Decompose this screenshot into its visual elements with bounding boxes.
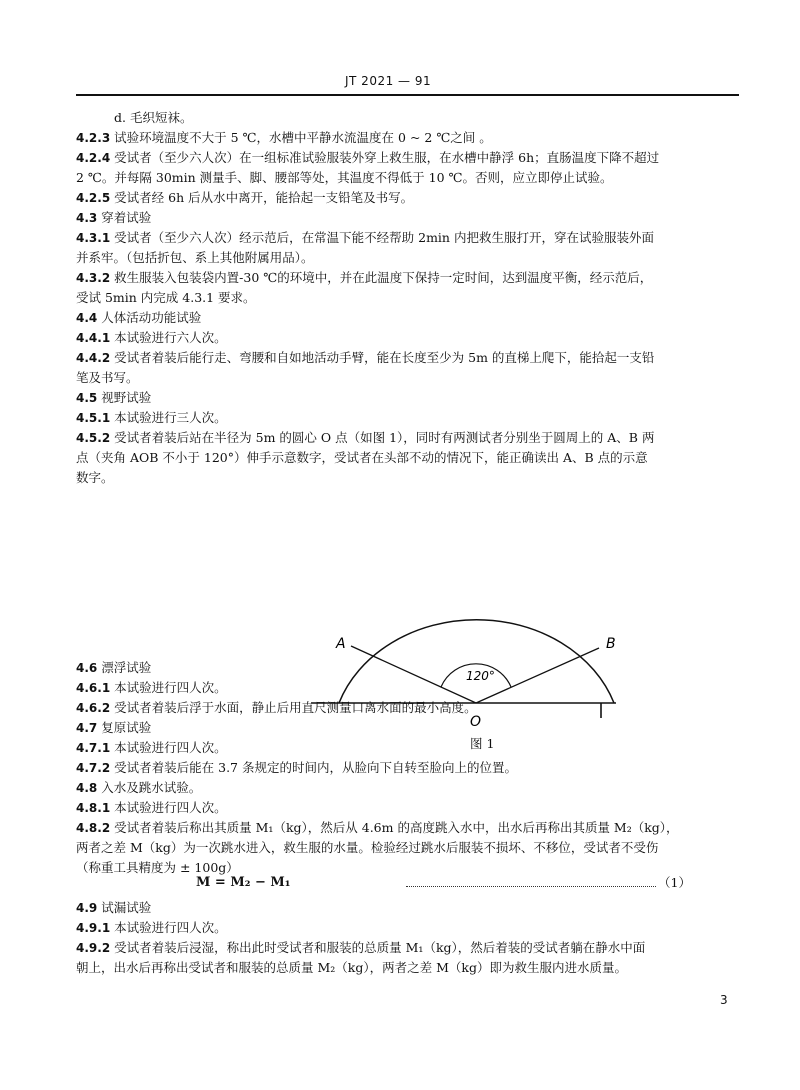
line-text: 漂浮试验: [101, 660, 152, 675]
line-text: 穿着试验: [101, 210, 152, 225]
line-text: 受试者着装后能在 3.7 条规定的时间内，从脸向下自转至脸向上的位置。: [114, 760, 517, 775]
label-o: O: [470, 714, 482, 730]
line-text: （称重工具精度为 ± 100g）: [76, 860, 239, 875]
line-text: 两者之差 M（kg）为一次跳水进入，救生服的水量。检验经过跳水后服装不损坏、不移位，受试者不受伤: [76, 840, 659, 855]
line-text: 本试验进行四人次。: [114, 680, 227, 695]
section-number: 4.9.1: [76, 921, 111, 935]
line-text: 试验环境温度不大于 5 ℃，水槽中平静水流温度在 0 ~ 2 ℃之间 。: [114, 130, 492, 145]
formula-number: （1）: [658, 875, 691, 890]
section-number: 4.5.1: [76, 411, 111, 425]
section-number: 4.3: [76, 211, 98, 225]
line-text: 朝上，出水后再称出受试者和服装的总质量 M₂（kg），两者之差 M（kg）即为救生服内进水质量。: [76, 960, 627, 975]
text-line: [76, 308, 201, 328]
line-text: 受试者着装后站在半径为 5m 的圆心 O 点（如图 1），同时有两测试者分别坐于圆周上的 A、B 两: [114, 430, 655, 445]
text-line: [76, 388, 151, 408]
label-a: A: [336, 636, 346, 652]
text-line: [76, 288, 256, 308]
line-text: 救生服装入包装袋内置-30 ℃的环境中，并在此温度下保持一定时间，达到温度平衡，经示范后，: [114, 270, 653, 285]
line-text: 复原试验: [101, 720, 152, 735]
line-text: 数字。: [76, 470, 114, 485]
section-number: 4.5: [76, 391, 98, 405]
line-text: 本试验进行四人次。: [114, 740, 227, 755]
line-text: 本试验进行六人次。: [114, 330, 227, 345]
section-number: 4.4.1: [76, 331, 111, 345]
text-line: [76, 798, 227, 818]
formula-expression: M = M₂ − M₁: [196, 875, 291, 890]
section-number: 4.6.1: [76, 681, 111, 695]
section-number: 4.3.2: [76, 271, 111, 285]
section-number: 4.8.2: [76, 821, 111, 835]
section-number: 4.7: [76, 721, 98, 735]
line-text: 并系牢。（包括折包、系上其他附属用品）。: [76, 250, 314, 265]
section-number: 4.6: [76, 661, 98, 675]
header-rule: [76, 94, 739, 96]
text-line: [76, 758, 517, 778]
ray-oa: [351, 646, 476, 703]
section-number: 4.2.4: [76, 151, 111, 165]
figure-1-diagram: [306, 576, 636, 736]
text-line: [76, 328, 227, 348]
text-line: [76, 778, 201, 798]
figure-caption: 图 1: [470, 736, 495, 751]
line-text: 受试者着装后浸湿，称出此时受试者和服装的总质量 M₁（kg），然后着装的受试者躺在静水中面: [114, 940, 646, 955]
angle-label: 120°: [466, 669, 495, 683]
line-text: 笔及书写。: [76, 370, 139, 385]
text-line: [76, 228, 654, 248]
formula-leader: [406, 886, 656, 887]
text-line: [76, 148, 659, 168]
text-line: [76, 818, 679, 838]
line-text: 受试者着装后浮于水面，静止后用直尺测量口离水面的最小高度。: [114, 700, 477, 715]
line-text: 受试者经 6h 后从水中离开，能拾起一支铅笔及书写。: [114, 190, 414, 205]
section-number: 4.7.2: [76, 761, 111, 775]
section-number: 4.4: [76, 311, 98, 325]
section-number: 4.8: [76, 781, 98, 795]
text-line: [76, 678, 227, 698]
line-text: 本试验进行四人次。: [114, 800, 227, 815]
line-text: 受试 5min 内完成 4.3.1 要求。: [76, 290, 256, 305]
line-text: 2 ℃。并每隔 30min 测量手、脚、腰部等处，其温度不得低于 10 ℃。否则，应立即停止试验。: [76, 170, 613, 185]
text-line: [76, 168, 613, 188]
text-line: [76, 958, 627, 978]
line-text: 受试者（至少六人次）经示范后，在常温下能不经帮助 2min 内把救生服打开，穿在试验服装外面: [114, 230, 654, 245]
section-number: 4.3.1: [76, 231, 111, 245]
line-text: 受试者着装后能行走、弯腰和自如地活动手臂，能在长度至少为 5m 的直梯上爬下，能拾起一支铅: [114, 350, 655, 365]
text-line: [76, 718, 151, 738]
text-line: [76, 408, 227, 428]
text-line: [76, 368, 139, 388]
text-line: [114, 108, 192, 128]
line-text: 受试者（至少六人次）在一组标准试验服装外穿上救生服，在水槽中静浮 6h；直肠温度下降不超过: [114, 150, 660, 165]
page-number: 3: [720, 993, 728, 1007]
line-text: d. 毛织短袜。: [114, 110, 193, 125]
section-number: 4.2.3: [76, 131, 111, 145]
text-line: [76, 448, 648, 468]
header-code: JT 2021 — 91: [345, 74, 432, 88]
text-line: [76, 248, 314, 268]
text-line: [76, 188, 413, 208]
line-text: 试漏试验: [101, 900, 152, 915]
text-line: [76, 208, 151, 228]
semicircle-arc: [339, 620, 614, 703]
section-number: 4.2.5: [76, 191, 111, 205]
text-line: [76, 428, 654, 448]
text-line: [76, 738, 227, 758]
text-line: [76, 348, 654, 368]
section-number: 4.9.2: [76, 941, 111, 955]
section-number: 4.6.2: [76, 701, 111, 715]
line-text: 视野试验: [101, 390, 152, 405]
text-line: [76, 658, 151, 678]
text-line: [76, 468, 114, 488]
section-number: 4.9: [76, 901, 98, 915]
section-number: 4.7.1: [76, 741, 111, 755]
section-number: 4.4.2: [76, 351, 111, 365]
text-line: [76, 268, 652, 288]
formula-row: [76, 873, 739, 893]
section-number: 4.8.1: [76, 801, 111, 815]
text-line: [76, 938, 645, 958]
text-line: [76, 128, 492, 148]
text-line: [76, 918, 227, 938]
section-number: 4.5.2: [76, 431, 111, 445]
line-text: 本试验进行四人次。: [114, 920, 227, 935]
line-text: 本试验进行三人次。: [114, 410, 227, 425]
line-text: 受试者着装后称出其质量 M₁（kg），然后从 4.6m 的高度跳入水中，出水后再称出其质量 M₂（kg），: [114, 820, 679, 835]
label-b: B: [606, 636, 616, 652]
line-text: 入水及跳水试验。: [101, 780, 202, 795]
text-line: [76, 898, 151, 918]
text-line: [76, 838, 658, 858]
line-text: 人体活动功能试验: [101, 310, 202, 325]
line-text: 点（夹角 AOB 不小于 120°）伸手示意数字，受试者在头部不动的情况下，能正确读出 A、B 点的示意: [76, 450, 648, 465]
